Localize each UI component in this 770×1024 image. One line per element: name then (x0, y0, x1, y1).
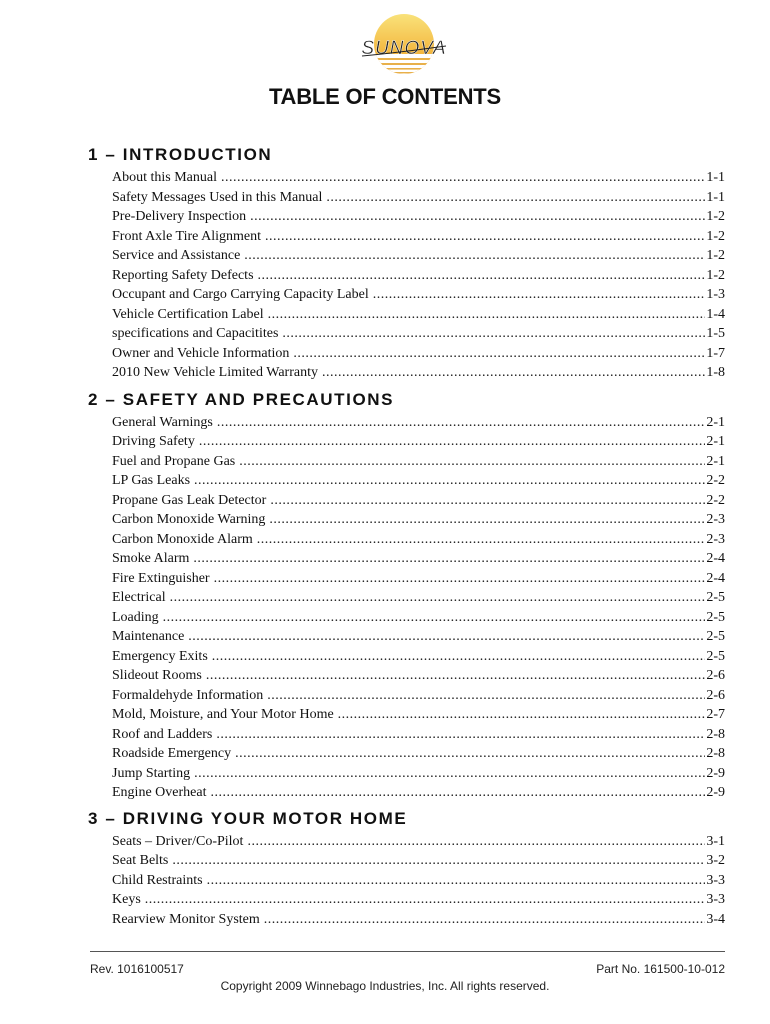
dot-leader (199, 432, 706, 452)
toc-entry-page: 2-3 (706, 512, 725, 527)
dot-leader (170, 588, 706, 608)
toc-entry[interactable] (112, 266, 725, 286)
toc-entry-label: Service and Assistance (112, 248, 241, 263)
toc-entry[interactable] (112, 686, 725, 706)
toc-entry[interactable] (112, 744, 725, 764)
toc-entry[interactable] (112, 413, 725, 433)
toc-entry-label: Vehicle Certification Label (112, 306, 264, 322)
toc-entry-page: 3-2 (706, 853, 725, 868)
section-heading: 2 – SAFETY AND PRECAUTIONS (88, 389, 395, 409)
dot-leader (193, 549, 705, 569)
toc-entry[interactable] (112, 305, 725, 325)
toc-entry[interactable] (112, 588, 725, 608)
dot-leader (267, 686, 705, 706)
dot-leader (265, 227, 705, 247)
toc-entry[interactable] (112, 608, 725, 628)
table-of-contents (88, 142, 725, 929)
toc-entry[interactable] (112, 344, 725, 364)
toc-entry[interactable] (112, 285, 725, 305)
toc-entry-page: 3-1 (706, 833, 725, 849)
toc-entry-page: 1-1 (706, 189, 725, 205)
toc-entry-label: Smoke Alarm (112, 551, 190, 566)
toc-entry-label: General Warnings (112, 414, 213, 430)
toc-entry-label: Mold, Moisture, and Your Motor Home (112, 707, 334, 722)
toc-entry[interactable] (112, 871, 725, 891)
revision-number: Rev. 1016100517 (90, 962, 184, 976)
toc-entry-list (112, 832, 725, 930)
sun-emblem-icon (348, 8, 460, 94)
toc-entry-label: Keys (112, 892, 141, 907)
toc-entry[interactable] (112, 783, 725, 803)
dot-leader (257, 530, 706, 550)
logo-wordmark: SUNOVA (361, 38, 447, 59)
toc-entry-page: 1-5 (706, 326, 725, 341)
dot-leader (270, 491, 705, 511)
toc-entry[interactable] (112, 530, 725, 550)
page-title: TABLE OF CONTENTS (268, 84, 502, 109)
toc-entry[interactable] (112, 647, 725, 667)
toc-entry[interactable] (112, 227, 725, 247)
toc-entry-page: 1-2 (706, 209, 725, 224)
toc-entry-page: 2-5 (706, 629, 725, 644)
toc-entry-page: 2-6 (706, 687, 725, 703)
toc-entry-label: Occupant and Cargo Carrying Capacity Label (112, 287, 369, 302)
dot-leader (221, 168, 705, 188)
dot-leader (239, 452, 705, 472)
toc-entry-page: 2-4 (706, 570, 725, 586)
dot-leader (210, 783, 705, 803)
toc-entry-page: 1-8 (706, 365, 725, 380)
toc-entry-label: Carbon Monoxide Alarm (112, 531, 253, 547)
toc-entry-label: Maintenance (112, 629, 185, 644)
dot-leader (269, 510, 705, 530)
toc-entry[interactable] (112, 491, 725, 511)
toc-entry-page: 2-1 (706, 434, 725, 449)
toc-entry-list (112, 168, 725, 383)
toc-entry-label: Owner and Vehicle Information (112, 345, 290, 361)
section-heading: 3 – DRIVING YOUR MOTOR HOME (88, 808, 408, 828)
dot-leader (258, 266, 706, 286)
sunova-logo (348, 8, 460, 94)
part-number: Part No. 161500-10-012 (596, 962, 725, 976)
toc-entry[interactable] (112, 363, 725, 383)
toc-section (88, 142, 725, 383)
toc-entry[interactable] (112, 569, 725, 589)
dot-leader (282, 324, 705, 344)
dot-leader (247, 832, 705, 852)
toc-entry-label: Roadside Emergency (112, 746, 232, 761)
toc-entry-page: 1-7 (706, 345, 725, 361)
dot-leader (172, 851, 705, 871)
toc-entry-label: About this Manual (112, 170, 217, 185)
toc-entry[interactable] (112, 666, 725, 686)
toc-entry-label: Loading (112, 609, 159, 625)
toc-entry-label: Formaldehyde Information (112, 687, 264, 703)
toc-entry-label: Seats – Driver/Co-Pilot (112, 833, 244, 849)
footer-divider (90, 951, 725, 952)
toc-entry-page: 2-4 (706, 551, 725, 566)
toc-entry-page: 2-7 (706, 707, 725, 722)
toc-section (88, 806, 725, 930)
toc-entry-page: 2-6 (706, 668, 725, 683)
dot-leader (326, 188, 705, 208)
toc-entry[interactable] (112, 246, 725, 266)
toc-entry-label: specifications and Capacitites (112, 326, 279, 341)
toc-entry[interactable] (112, 890, 725, 910)
dot-leader (250, 207, 705, 227)
toc-entry-label: Fire Extinguisher (112, 570, 210, 586)
dot-leader (268, 305, 706, 325)
toc-entry-label: Emergency Exits (112, 648, 208, 664)
toc-entry-label: Jump Starting (112, 765, 191, 781)
toc-entry-label: 2010 New Vehicle Limited Warranty (112, 365, 318, 380)
copyright-notice: Copyright 2009 Winnebago Industries, Inc. All rights reserved. (220, 979, 550, 993)
toc-entry-page: 3-3 (706, 872, 725, 888)
dot-leader (188, 627, 705, 647)
toc-entry[interactable] (112, 452, 725, 472)
toc-entry-page: 2-8 (706, 746, 725, 761)
dot-leader (216, 725, 705, 745)
toc-entry-page: 2-5 (706, 590, 725, 605)
dot-leader (293, 344, 705, 364)
toc-entry-label: Engine Overheat (112, 785, 207, 800)
toc-entry-label: Safety Messages Used in this Manual (112, 189, 323, 205)
toc-entry-page: 2-9 (706, 765, 725, 781)
dot-leader (206, 666, 705, 686)
toc-entry-list (112, 413, 725, 803)
toc-entry[interactable] (112, 705, 725, 725)
toc-entry-label: Roof and Ladders (112, 726, 213, 742)
toc-entry[interactable] (112, 910, 725, 930)
toc-entry-label: Rearview Monitor System (112, 911, 260, 927)
toc-entry-page: 2-2 (706, 492, 725, 508)
toc-entry-label: Child Restraints (112, 872, 203, 888)
toc-entry[interactable] (112, 627, 725, 647)
toc-entry[interactable] (112, 549, 725, 569)
toc-entry-page: 2-5 (706, 648, 725, 664)
toc-entry-label: Seat Belts (112, 853, 169, 868)
dot-leader (338, 705, 706, 725)
toc-entry-label: Driving Safety (112, 434, 195, 449)
toc-entry-page: 1-3 (706, 287, 725, 302)
toc-entry-page: 1-2 (706, 228, 725, 244)
toc-entry-page: 2-1 (706, 453, 725, 469)
toc-entry-page: 2-5 (706, 609, 725, 625)
toc-entry[interactable] (112, 764, 725, 784)
toc-entry-label: Reporting Safety Defects (112, 267, 254, 283)
dot-leader (145, 890, 706, 910)
dot-leader (194, 764, 705, 784)
toc-entry[interactable] (112, 207, 725, 227)
dot-leader (212, 647, 706, 667)
dot-leader (244, 246, 705, 266)
dot-leader (264, 910, 706, 930)
toc-entry-label: LP Gas Leaks (112, 473, 191, 488)
toc-entry[interactable] (112, 725, 725, 745)
toc-entry-label: Carbon Monoxide Warning (112, 512, 266, 527)
toc-entry-label: Pre-Delivery Inspection (112, 209, 247, 224)
toc-entry-page: 1-1 (706, 170, 725, 185)
toc-entry-label: Electrical (112, 590, 166, 605)
toc-entry-page: 1-4 (706, 306, 725, 322)
dot-leader (322, 363, 705, 383)
toc-entry-page: 1-2 (706, 267, 725, 283)
toc-entry[interactable] (112, 832, 725, 852)
toc-entry-label: Propane Gas Leak Detector (112, 492, 267, 508)
toc-entry-page: 3-3 (706, 892, 725, 907)
toc-entry-label: Front Axle Tire Alignment (112, 228, 261, 244)
toc-entry-page: 3-4 (706, 911, 725, 927)
toc-entry[interactable] (112, 168, 725, 188)
dot-leader (373, 285, 706, 305)
toc-entry[interactable] (112, 324, 725, 344)
toc-entry-page: 2-2 (706, 473, 725, 488)
dot-leader (163, 608, 706, 628)
section-heading: 1 – INTRODUCTION (88, 145, 273, 164)
toc-entry-page: 2-1 (706, 414, 725, 430)
toc-entry[interactable] (112, 510, 725, 530)
dot-leader (235, 744, 705, 764)
dot-leader (214, 569, 706, 589)
toc-entry[interactable] (112, 471, 725, 491)
toc-entry[interactable] (112, 188, 725, 208)
dot-leader (194, 471, 705, 491)
toc-entry-label: Fuel and Propane Gas (112, 453, 236, 469)
toc-entry[interactable] (112, 851, 725, 871)
toc-entry-page: 1-2 (706, 248, 725, 263)
toc-entry-page: 2-9 (706, 785, 725, 800)
toc-entry[interactable] (112, 432, 725, 452)
toc-entry-page: 2-3 (706, 531, 725, 547)
toc-section (88, 387, 725, 803)
dot-leader (217, 413, 705, 433)
toc-entry-label: Slideout Rooms (112, 668, 202, 683)
dot-leader (207, 871, 706, 891)
toc-entry-page: 2-8 (706, 726, 725, 742)
